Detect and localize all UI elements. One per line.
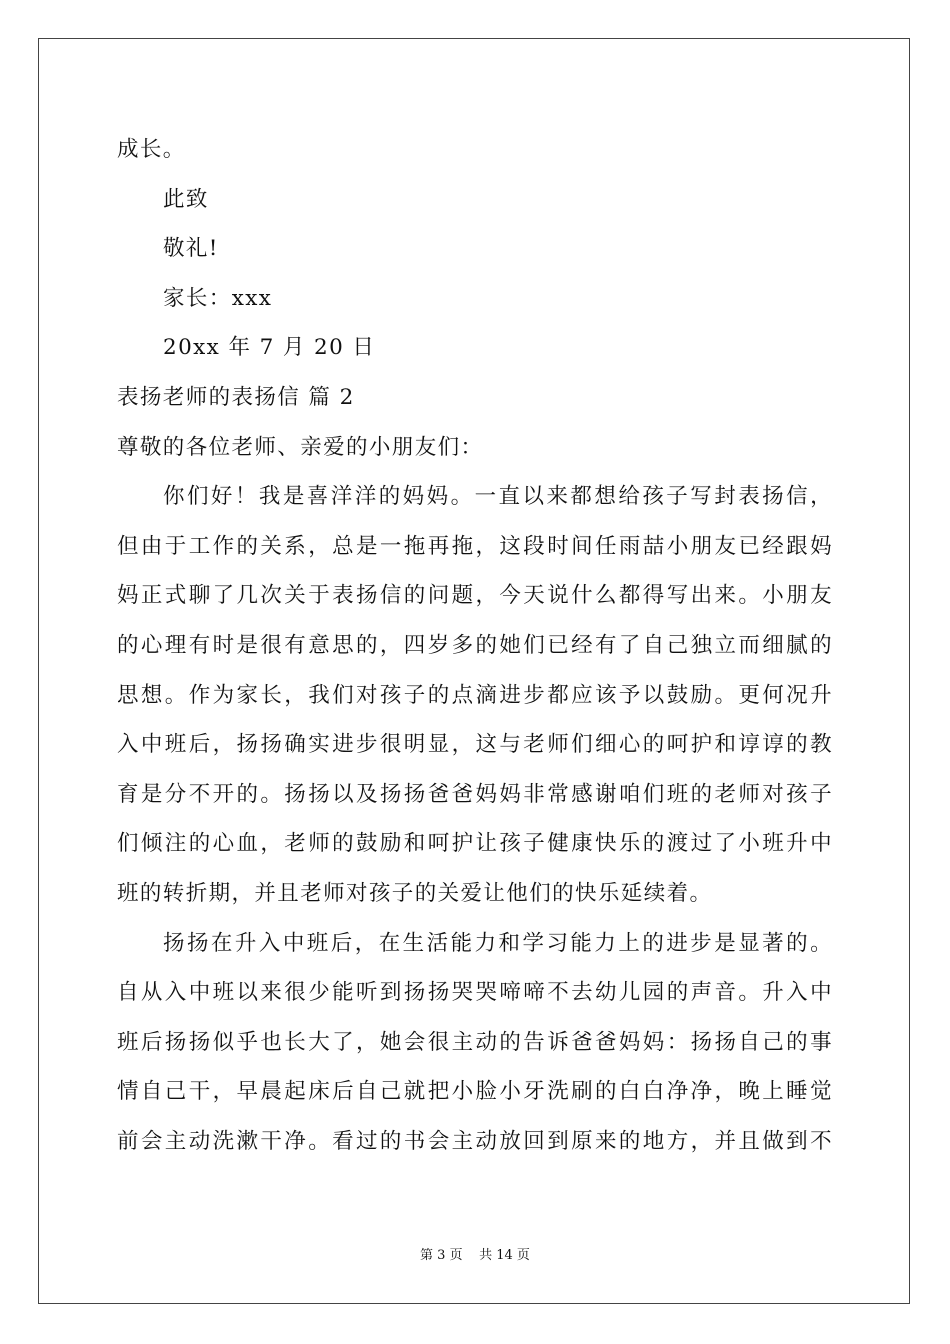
paragraph-line: 们倾注的心血，老师的鼓励和呵护让孩子健康快乐的渡过了小班升中 [117,831,833,857]
closing-greeting: 此致 [163,186,209,212]
closing-salute: 敬礼! [163,236,219,262]
paragraph-line: 思想。作为家长，我们对孩子的点滴进步都应该予以鼓励。更何况升 [117,682,833,708]
paragraph-2 [117,919,833,1167]
paragraph-line: 自从入中班以来很少能听到扬扬哭哭啼啼不去幼儿园的声音。升入中 [117,980,833,1006]
signature-date: 20xx 年 7 月 20 日 [163,335,376,361]
paragraph-line: 你们好！我是喜洋洋的妈妈。一直以来都想给孩子写封表扬信， [163,484,833,510]
paragraph-line: 的心理有时是很有意思的，四岁多的她们已经有了自己独立而细腻的 [117,632,833,658]
paragraph-1 [117,472,833,918]
paragraph-line: 但由于工作的关系，总是一拖再拖，这段时间任雨喆小朋友已经跟妈 [117,533,833,559]
paragraph-line: 班的转折期，并且老师对孩子的关爱让他们的快乐延续着。 [117,880,713,906]
page-total: 共 14 页 [479,1248,530,1263]
document-body [117,125,833,1166]
page-footer [0,1244,950,1263]
signature-parent: 家长：xxx [163,285,273,311]
paragraph-line: 育是分不开的。扬扬以及扬扬爸爸妈妈非常感谢咱们班的老师对孩子 [117,781,833,807]
page-number: 第 3 页 [420,1248,463,1263]
salutation: 尊敬的各位老师、亲爱的小朋友们： [117,434,484,460]
closing-line: 成长。 [117,137,186,162]
paragraph-line: 妈正式聊了几次关于表扬信的问题，今天说什么都得写出来。小朋友 [117,583,833,609]
paragraph-line: 班后扬扬似乎也长大了，她会很主动的告诉爸爸妈妈：扬扬自己的事 [117,1029,833,1055]
paragraph-line: 扬扬在升入中班后，在生活能力和学习能力上的进步是显著的。 [163,930,833,956]
paragraph-line: 情自己干，早晨起床后自己就把小脸小牙洗刷的白白净净，晚上睡觉 [117,1079,833,1105]
paragraph-line: 前会主动洗漱干净。看过的书会主动放回到原来的地方，并且做到不 [117,1128,833,1154]
paragraph-line: 入中班后，扬扬确实进步很明显，这与老师们细心的呵护和谆谆的教 [117,732,833,758]
section-heading: 表扬老师的表扬信 篇 2 [117,384,355,410]
